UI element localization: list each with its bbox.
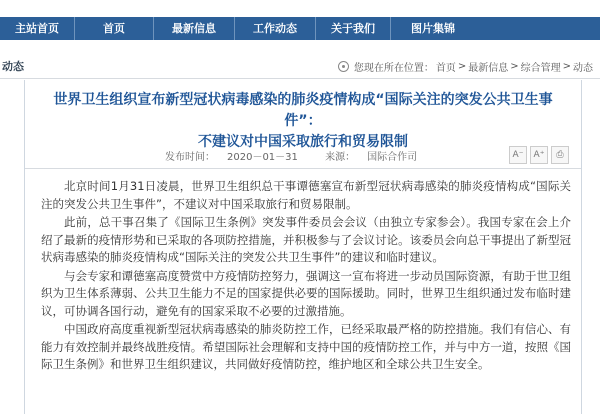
nav-item-photo-gallery[interactable]: 图片集锦 [411,22,455,35]
publish-info [165,152,310,163]
article-title-line-1: 世界卫生组织宣布新型冠状病毒感染的肺炎疫情构成“国际关注的突发公共卫生事件”： [53,92,553,129]
breadcrumb-item-home[interactable]: 首页 [435,63,456,74]
article-paragraph: 与会专家和谭德塞高度赞赏中方疫情防控努力，强调这一宣布将进一步动员国际资源，有助于世卫组织为卫生体系薄弱、公共卫生能力不足的国家提供必要的国际援助。同时，世界卫生组织通过发布临时建议，可协调各国行动，避免有的国家采取不必要的过激措施。 [41,268,571,318]
breadcrumb-item-admin[interactable]: 综合管理 [520,63,561,74]
breadcrumb-item-latest[interactable]: 最新信息 [468,63,509,74]
section-label: 动态 [2,60,24,73]
nav-bar [0,17,600,40]
publish-label: 发布时间： [165,152,215,163]
article-panel [24,80,582,414]
breadcrumb-separator: > [562,61,571,72]
source-value: 国际合作司 [367,152,418,163]
publish-date: 2020－01－31 [227,152,298,163]
print-icon[interactable]: ⎙ [551,146,569,164]
breadcrumb [338,59,594,74]
breadcrumb-item-current: 动态 [573,63,593,74]
article-tools [509,146,569,164]
article-body [41,178,571,375]
article-paragraph: 此前，总干事召集了《国际卫生条例》突发事件委员会会议（由独立专家参会）。我国专家在会上介绍了最新的疫情形势和已采取的各项防控措施，并积极参与了会议讨论。该委员会向总干事提出了新型冠状病毒感染的肺炎疫情构成“国际关注的突发公共卫生事件”的建议和临时建议。 [41,215,571,264]
article-meta [25,142,581,169]
nav-item-work-news[interactable]: 工作动态 [235,17,316,40]
nav-item-about-us[interactable]: 关于我们 [316,17,391,40]
font-smaller-icon[interactable]: A⁻ [509,146,527,164]
article-title-line-2: 不建议对中国采取旅行和贸易限制 [198,134,408,150]
font-larger-icon[interactable]: A⁺ [530,146,548,164]
location-pin-icon [338,61,349,72]
nav-item-home[interactable]: 首页 [75,17,154,40]
breadcrumb-prefix: 您现在所在位置： [353,63,434,74]
nav-item-main-home[interactable]: 主站首页 [0,17,75,40]
source-label: 来源： [325,152,356,163]
top-navigation [0,0,600,48]
breadcrumb-bar [0,54,600,79]
article-paragraph: 中国政府高度重视新型冠状病毒感染的肺炎防控工作，已经采取最严格的防控措施。我们有信心、有能力有效控制并最终战胜疫情。希望国际社会理解和支持中国的疫情防控工作，并与中方一道，按照《国际卫生条例》和世界卫生组织建议，共同做好疫情防控，维护地区和全球公共卫生安全。 [41,322,571,371]
breadcrumb-separator: > [510,61,519,72]
article-meta-text [165,148,441,163]
breadcrumb-separator: > [457,61,467,72]
nav-item-latest-info[interactable]: 最新信息 [154,17,235,40]
article-paragraph: 北京时间1月31日凌晨，世界卫生组织总干事谭德塞宣布新型冠状病毒感染的肺炎疫情构成“国际关注的突发公共卫生事件”，不建议对中国采取旅行和贸易限制。 [41,179,571,211]
source-info [325,152,429,163]
